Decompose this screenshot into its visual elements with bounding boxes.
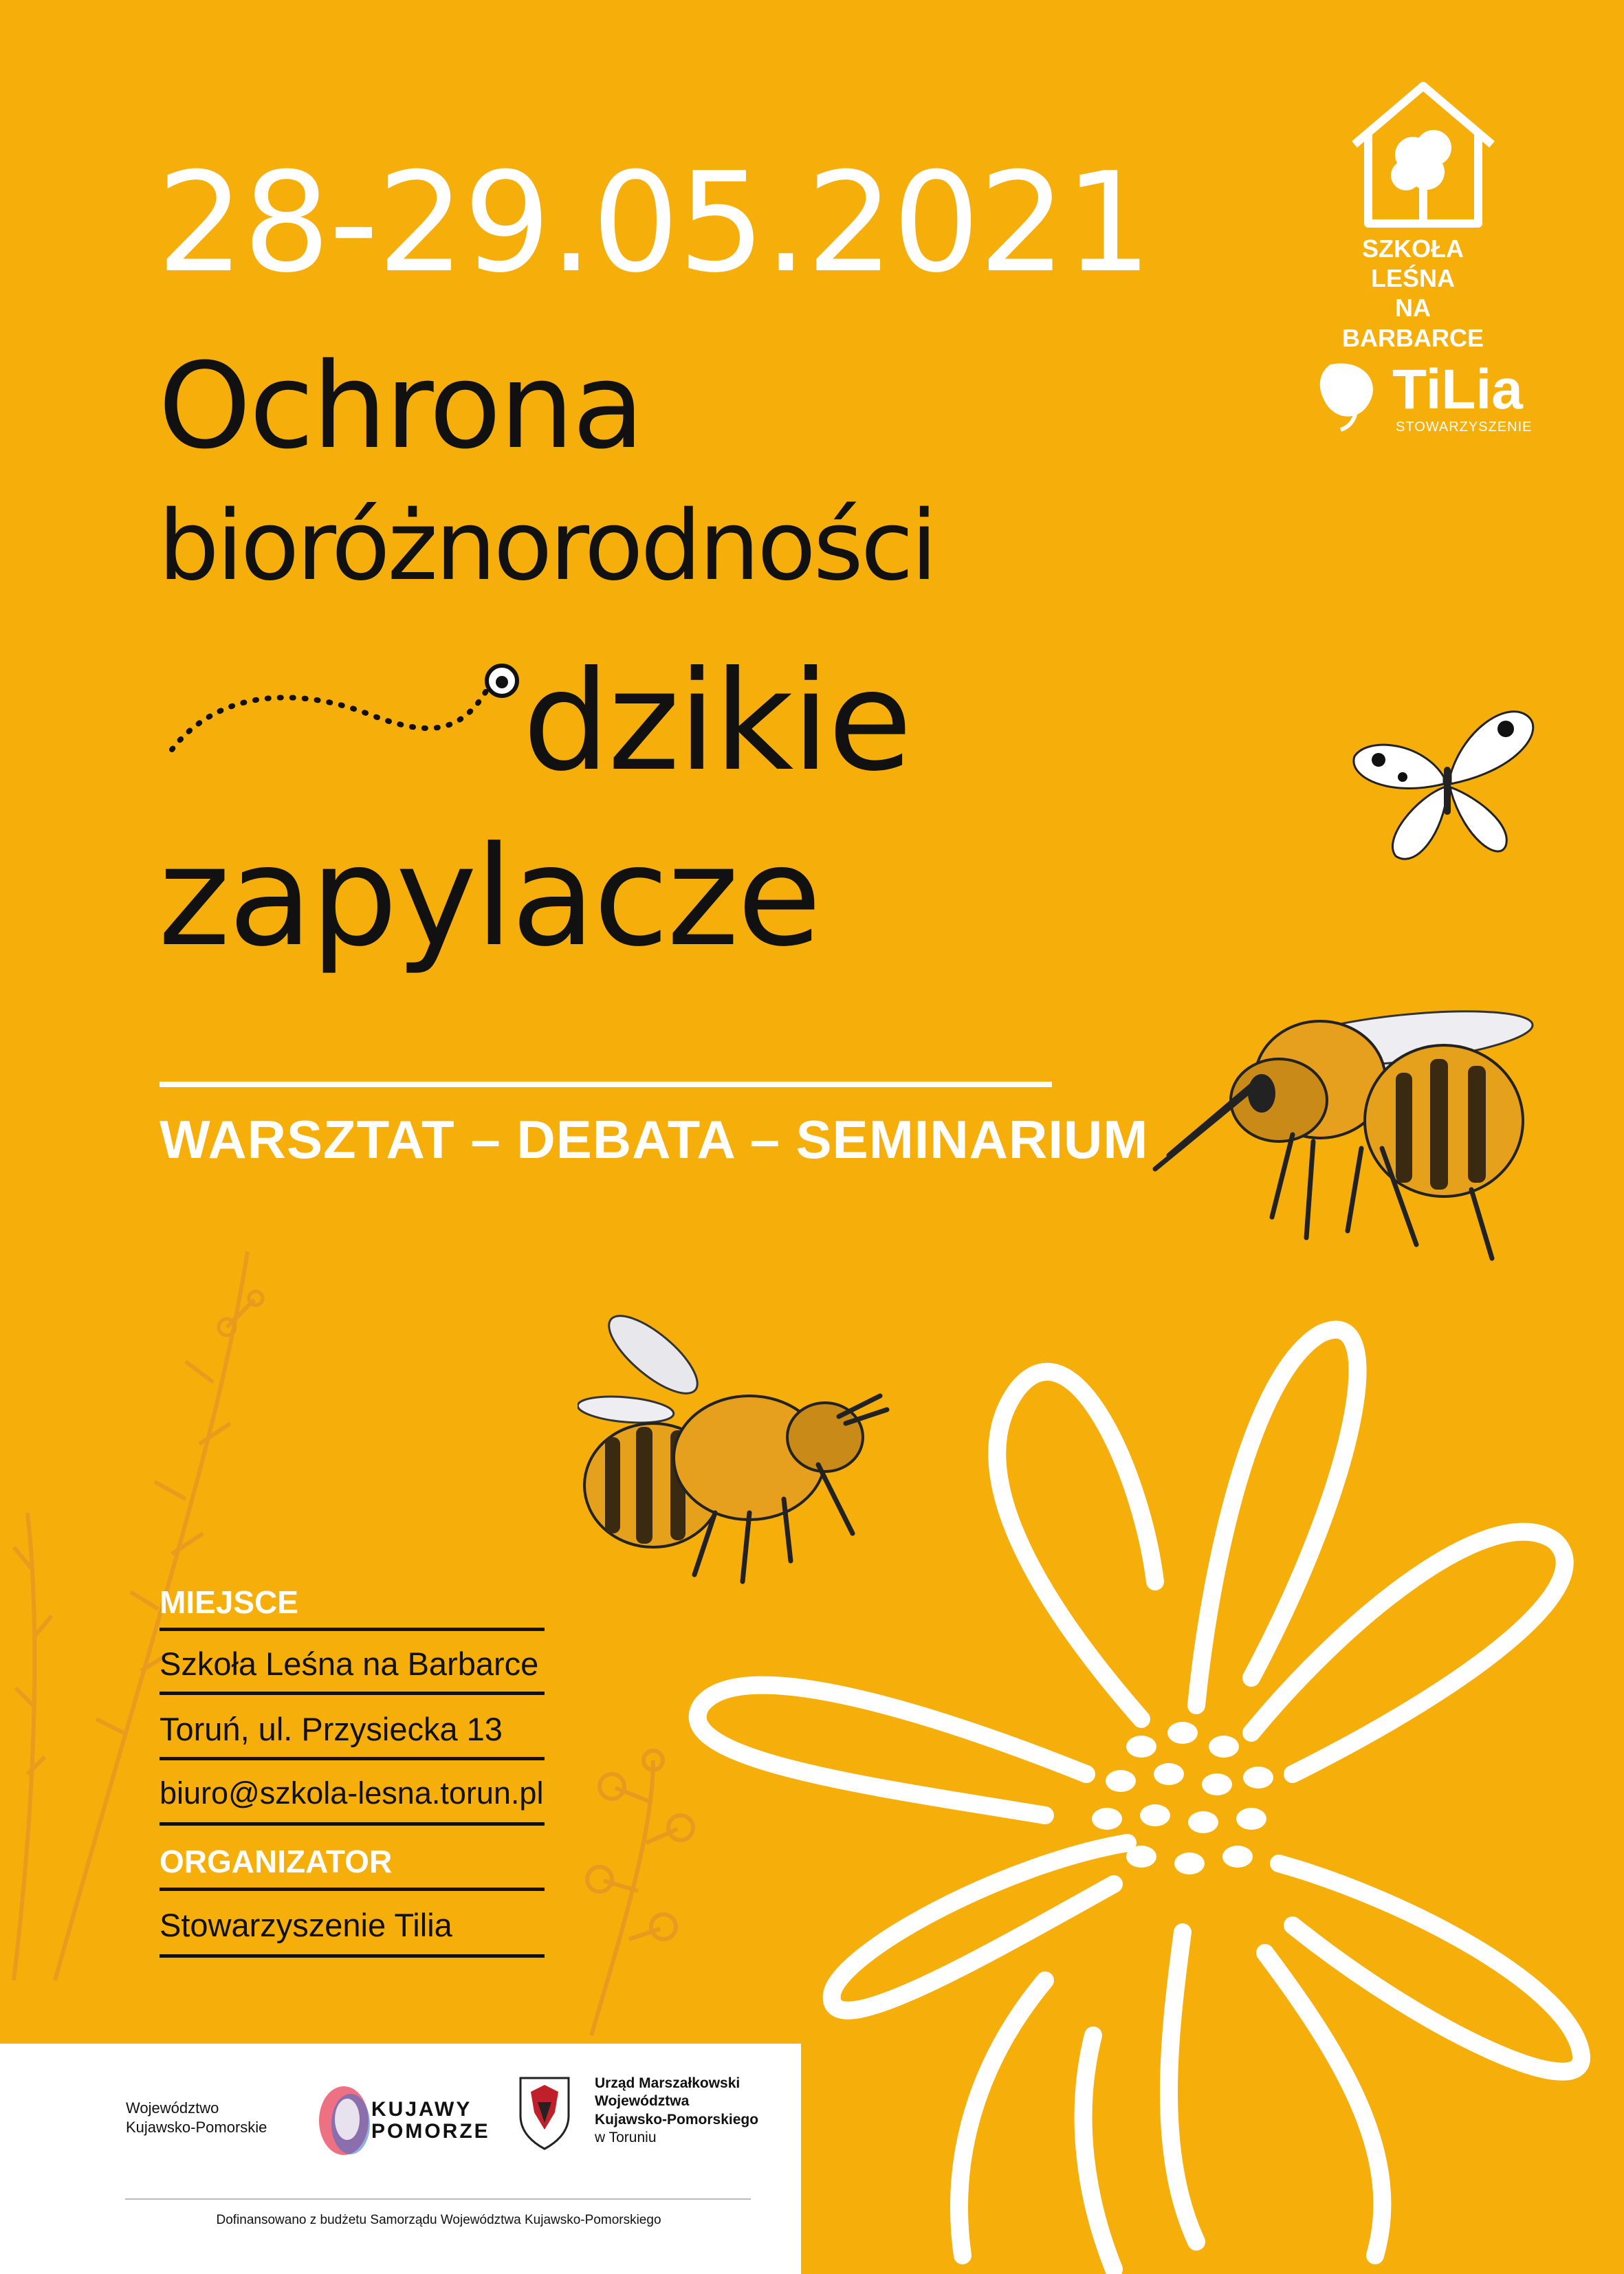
bee-illustration-left [578, 1293, 901, 1595]
event-subtitle: WARSZTAT – DEBATA – SEMINARIUM [160, 1109, 1149, 1170]
organizer-heading: ORGANIZATOR [160, 1844, 393, 1879]
info-divider [160, 1822, 545, 1826]
title-line-3: dzikie [523, 642, 910, 802]
place-name: Szkoła Leśna na Barbarce [160, 1646, 539, 1682]
office-line1: Urząd Marszałkowski [595, 2075, 740, 2091]
funding-note: Dofinansowano z budżetu Samorządu Województwa Kujawsko-Pomorskiego [216, 2213, 661, 2227]
title-line-1: Ochrona [158, 337, 643, 475]
brand-line2: POMORZE [371, 2119, 490, 2143]
coat-of-arms-icon [517, 2075, 572, 2150]
place-address: Toruń, ul. Przysiecka 13 [160, 1711, 503, 1747]
footer-divider [125, 2198, 751, 2200]
info-divider [160, 1888, 545, 1891]
info-divider [160, 1954, 545, 1958]
dotted-flight-path [165, 660, 529, 763]
organizer-logo-line1: SZKOŁA LEŚNA [1362, 234, 1464, 293]
office-line4: w Toruniu [595, 2129, 657, 2145]
info-divider [160, 1757, 545, 1760]
leaf-icon [1317, 358, 1389, 433]
organizer-name: Stowarzyszenie Tilia [160, 1907, 452, 1943]
info-divider [160, 1692, 545, 1695]
sponsor-footer [0, 2044, 801, 2274]
region-label-line1: Województwo [126, 2099, 219, 2117]
region-label-line2: Kujawsko-Pomorskie [126, 2118, 267, 2136]
brand-line1: KUJAWY [371, 2098, 472, 2121]
butterfly-illustration [1348, 701, 1547, 866]
marshal-office-label [595, 2075, 758, 2147]
tilia-logo-subtitle: STOWARZYSZENIE [1396, 419, 1533, 435]
event-date: 28-29.05.2021 [157, 143, 1151, 303]
office-line3: Kujawsko-Pomorskiego [595, 2111, 759, 2128]
house-tree-icon [1348, 79, 1499, 230]
title-line-2: bioróżnorodności [158, 490, 935, 602]
place-heading: MIEJSCE [160, 1584, 298, 1620]
kujawy-pomorze-logo-icon [316, 2079, 371, 2162]
kujawy-pomorze-wordmark [371, 2099, 490, 2142]
office-line2: Województwa [595, 2093, 690, 2110]
title-line-4: zapylacze [158, 817, 820, 977]
bee-illustration-right [1141, 942, 1581, 1265]
contact-email-link[interactable]: biuro@szkola-lesna.torun.pl [160, 1775, 544, 1811]
info-divider [160, 1628, 545, 1631]
region-label [126, 2099, 267, 2136]
title-divider [160, 1082, 1052, 1087]
organizer-logo-line2: NA BARBARCE [1342, 294, 1484, 352]
tilia-logo-name: TiLia [1392, 358, 1523, 421]
organizer-logo-text [1330, 234, 1495, 353]
